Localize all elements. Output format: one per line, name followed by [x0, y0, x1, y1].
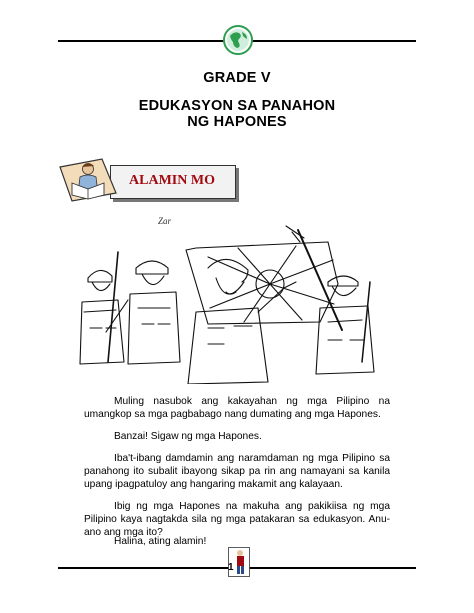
grade-heading: GRADE V	[203, 70, 271, 86]
globe-icon	[222, 24, 254, 56]
paragraph-1: Muling nasubok ang kakayahan ng mga Pilipino na umangkop sa mga pagbabago nang dumating ang mga Hapones.	[84, 396, 390, 420]
paragraph-4: Ibig ng mga Hapones na makuha ang pakikiisa ng mga Pilipino kaya nagtakda sila ng mga patakaran sa edukasyon. Anu-ano ang mga ito?	[84, 501, 390, 538]
artist-mark: Zar	[158, 216, 172, 226]
paragraph-3: Iba't-ibang damdamin ang naramdaman ng mga Pilipino sa panahong ito subalit ibayong sikap pa rin ang namayani sa kanila upang ipagpatuloy ang hangaring makamit ang kalayaan.	[84, 453, 390, 490]
soldiers-illustration	[58, 212, 398, 384]
section-banner	[58, 155, 238, 205]
paragraph-5: Halina, ating alamin!	[114, 536, 207, 547]
paragraph-2: Banzai! Sigaw ng mga Hapones.	[114, 431, 262, 442]
lesson-title-line-2: NG HAPONES	[187, 114, 287, 130]
banner-label: ALAMIN MO	[129, 173, 215, 188]
lesson-title-line-1: EDUKASYON SA PANAHON	[138, 98, 336, 114]
reading-student-icon	[58, 155, 118, 205]
page-number: 1	[228, 562, 234, 573]
